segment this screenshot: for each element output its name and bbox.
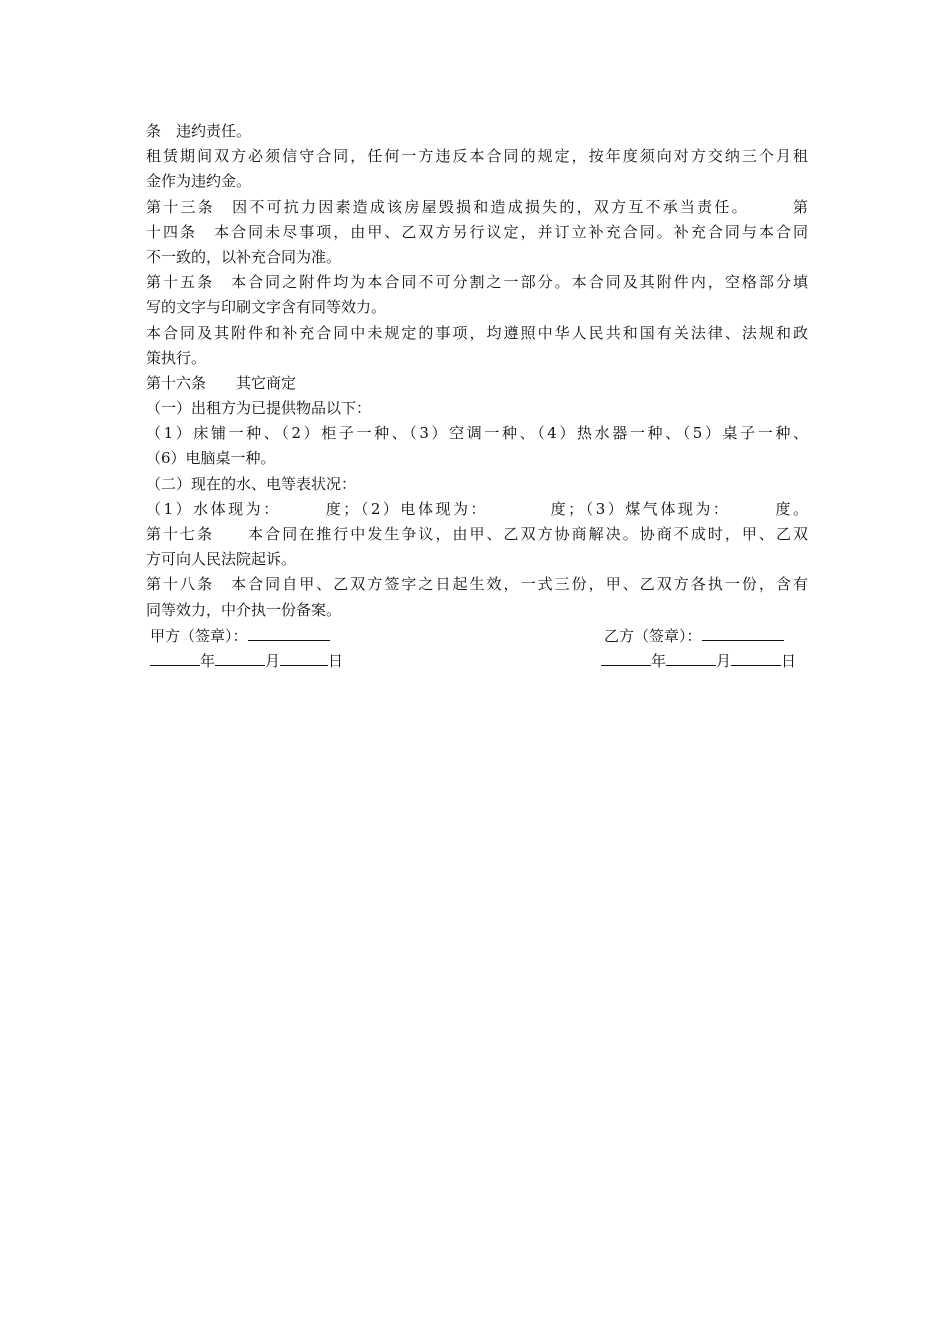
day-blank [731,648,781,666]
contract-line: 第十五条 本合同之附件均为本合同不可分割之一部分。本合同及其附件内，空格部分填 [146,273,808,292]
year-label: 年 [651,651,667,670]
contract-line: 租赁期间双方必须信守合同，任何一方违反本合同的规定，按年度须向对方交纳三个月租 [146,147,808,166]
contract-line: 金作为违约金。 [146,172,252,191]
party-b-date [601,648,796,674]
contract-line: 第十六条 其它商定 [146,373,297,392]
contract-page [146,119,808,673]
month-blank [666,648,716,666]
month-label: 月 [265,651,281,670]
contract-line: 第十三条 因不可抗力因素造成该房屋毁损和造成损失的，双方互不承当责任。 第 [146,197,808,216]
party-b-label: 乙方（签章）： [604,626,702,645]
contract-line: （6）电脑桌一种。 [146,449,276,468]
month-blank [215,648,265,666]
contract-line: （1）水体现为： 度；（2）电体现为： 度；（3）煤气体现为： 度。 [146,499,808,518]
contract-line: 本合同及其附件和补充合同中未规定的事项，均遵照中华人民共和国有关法律、法规和政 [146,323,808,342]
contract-line: 第十八条 本合同自甲、乙双方签字之日起生效，一式三份，甲、乙双方各执一份，含有 [146,575,808,594]
date-row [146,648,808,673]
party-b-signature [604,623,784,649]
signature-row [146,623,808,648]
month-label: 月 [716,651,732,670]
contract-line: 策执行。 [146,348,207,367]
contract-line: （二）现在的水、电等表状况： [146,474,357,493]
contract-line: 条 违约责任。 [146,122,252,140]
party-a-label: 甲方（签章）： [150,626,248,645]
year-blank [601,648,651,666]
party-a-signature [150,623,330,649]
day-blank [280,648,328,666]
party-a-date [150,648,343,674]
day-label: 日 [781,651,797,670]
contract-line: 同等效力，中介执一份备案。 [146,600,342,619]
contract-line: 写的文字与印刷文字含有同等效力。 [146,298,387,317]
year-label: 年 [200,651,216,670]
contract-line: 第十七条 本合同在推行中发生争议，由甲、乙双方协商解决。协商不成时，甲、乙双 [146,525,808,543]
party-b-signature-blank [702,623,784,641]
year-blank [150,648,200,666]
contract-line: 不一致的，以补充合同为准。 [146,247,342,266]
contract-line: （1）床铺一种、（2）柜子一种、（3）空调一种、（4）热水器一种、（5）桌子一种、 [146,424,808,443]
party-a-signature-blank [248,623,330,641]
day-label: 日 [328,651,344,670]
contract-line: 十四条 本合同未尽事项，由甲、乙双方另行议定，并订立补充合同。补充合同与本合同 [146,222,808,241]
contract-line: （一）出租方为已提供物品以下： [146,399,372,418]
contract-line: 方可向人民法院起诉。 [146,550,297,569]
